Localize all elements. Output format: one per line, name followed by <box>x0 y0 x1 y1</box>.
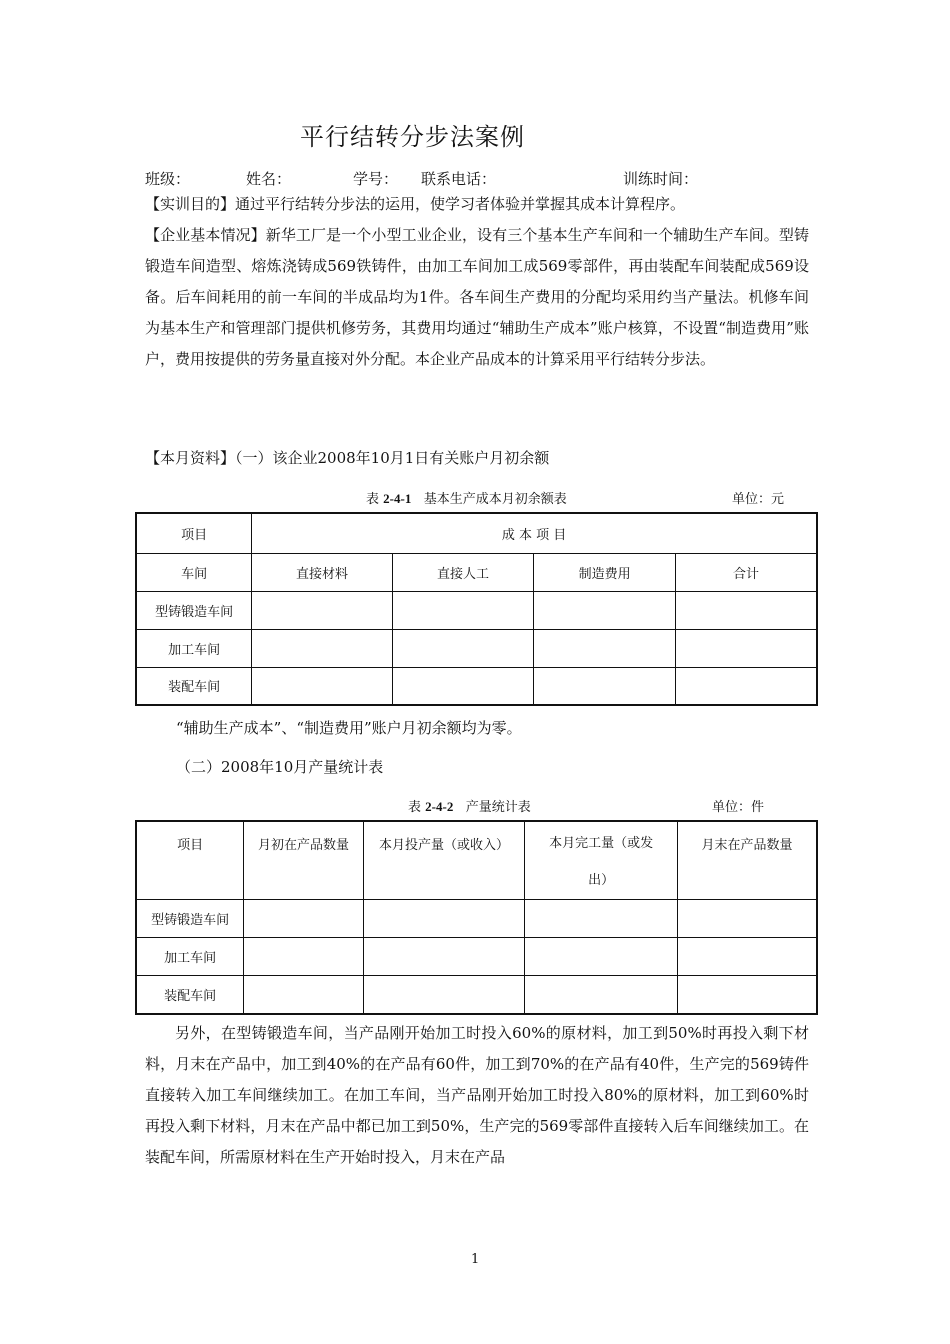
month-data-paragraph: 【本月资料】（一）该企业2008年10月1日有关账户月初余额 <box>145 449 550 467</box>
table2-col-opening-wip: 月初在产品数量 <box>244 821 364 900</box>
table2-caption-prefix: 表 <box>408 800 422 815</box>
table2-col-completed-line2: 出） <box>588 873 615 888</box>
table2-col-completed <box>525 821 678 900</box>
page-title: 平行结转分步法案例 <box>300 123 525 151</box>
table-cell <box>392 667 534 705</box>
table2-col-completed-line1: 本月完工量（或发 <box>549 836 654 851</box>
table-row <box>136 667 817 705</box>
table-cell <box>252 667 393 705</box>
table1-col-overhead: 制造费用 <box>534 553 676 591</box>
table-cell <box>675 591 817 629</box>
table1-header-cost-items: 成 本 项 目 <box>252 513 817 553</box>
basic-info-paragraph: 【企业基本情况】新华工厂是一个小型工业企业，设有三个基本生产车间和一个辅助生产车间。型铸锻造车间造型、熔炼浇铸成569铁铸件，由加工车间加工成569零部件，再由装配车间装配成569设备。后车间耗用的前一车间的半成品均为1件。各车间生产费用的分配均采用约当产量法。机修车间为基本生产和管理部门提供机修劳务，其费用均通过“辅助生产成本”账户核算，不设置“制造费用”账户，费用按提供的劳务量直接对外分配。本企业产品成本的计算采用平行结转分步法。 <box>145 226 809 368</box>
table1-unit: 单位：元 <box>732 492 785 507</box>
table-cell <box>525 900 678 938</box>
section2-heading: （二）2008年10月产量统计表 <box>176 758 384 776</box>
table-cell <box>534 629 676 667</box>
table-cell <box>675 629 817 667</box>
purpose-paragraph: 【实训目的】通过平行结转分步法的运用，使学习者体验并掌握其成本计算程序。 <box>145 195 686 213</box>
extra-info-paragraph: 另外，在型铸锻造车间，当产品刚开始加工时投入60%的原材料，加工到50%时再投入剩下材料，月末在产品中，加工到40%的在产品有60件，加工到70%的在产品有40件，生产完的569铸件直接转入加工车间继续加工。在加工车间，当产品刚开始加工时投入80%的原材料，加工到60%时再投入剩下材料，月末在产品中都已加工到50%，生产完的569零部件直接转入后车间继续加工。在装配车间，所需原材料在生产开始时投入，月末在产品 <box>145 1024 809 1166</box>
table-row <box>136 591 817 629</box>
student-id-label: 学号： <box>353 170 399 188</box>
table1-col-direct-material: 直接材料 <box>252 553 393 591</box>
table-cell <box>677 900 817 938</box>
table1-row-label: 型铸锻造车间 <box>136 591 252 629</box>
name-label: 姓名： <box>246 170 292 188</box>
table1-header-workshop: 车间 <box>136 553 252 591</box>
table-cell <box>363 938 525 976</box>
table-cell <box>363 976 525 1014</box>
phone-label: 联系电话： <box>421 170 497 188</box>
table-cell <box>534 667 676 705</box>
table-row <box>136 900 817 938</box>
table-cell <box>244 938 364 976</box>
table1-caption-title: 基本生产成本月初余额表 <box>423 492 567 507</box>
table2-caption-number: 2-4-2 <box>425 799 454 814</box>
table-cell <box>534 591 676 629</box>
table2-unit: 单位：件 <box>712 800 765 815</box>
table2-col-input: 本月投产量（或收入） <box>363 821 525 900</box>
table1-caption <box>366 488 567 507</box>
table1-col-total: 合计 <box>675 553 817 591</box>
table-row <box>136 976 817 1014</box>
table2-row-label: 型铸锻造车间 <box>136 900 244 938</box>
table1-row-label: 加工车间 <box>136 629 252 667</box>
table-cell <box>392 629 534 667</box>
table-cell <box>677 976 817 1014</box>
table-row <box>136 629 817 667</box>
table1-row-label: 装配车间 <box>136 667 252 705</box>
table-cell <box>252 629 393 667</box>
table-cell <box>392 591 534 629</box>
table2-row-label: 装配车间 <box>136 976 244 1014</box>
class-label: 班级： <box>145 170 191 188</box>
table1-caption-number: 2-4-1 <box>383 491 412 506</box>
page-number: 1 <box>471 1252 480 1267</box>
student-info-row <box>0 168 950 188</box>
table-cell <box>252 591 393 629</box>
opening-balance-table <box>135 512 818 706</box>
table2-col-item: 项目 <box>136 821 244 900</box>
table-cell <box>244 976 364 1014</box>
zero-balance-note: “辅助生产成本”、“制造费用”账户月初余额均为零。 <box>176 719 522 737</box>
table-cell <box>363 900 525 938</box>
table-cell <box>677 938 817 976</box>
table1-col-direct-labor: 直接人工 <box>392 553 534 591</box>
table-row <box>136 938 817 976</box>
table2-caption <box>408 796 531 815</box>
table-cell <box>244 900 364 938</box>
table1-caption-prefix: 表 <box>366 492 380 507</box>
table-cell <box>675 667 817 705</box>
table2-row-label: 加工车间 <box>136 938 244 976</box>
table-cell <box>525 938 678 976</box>
table1-header-item: 项目 <box>136 513 252 553</box>
output-statistics-table <box>135 820 818 1015</box>
table-cell <box>525 976 678 1014</box>
table2-caption-title: 产量统计表 <box>465 800 531 815</box>
training-time-label: 训练时间： <box>623 170 699 188</box>
table2-col-closing-wip: 月末在产品数量 <box>677 821 817 900</box>
